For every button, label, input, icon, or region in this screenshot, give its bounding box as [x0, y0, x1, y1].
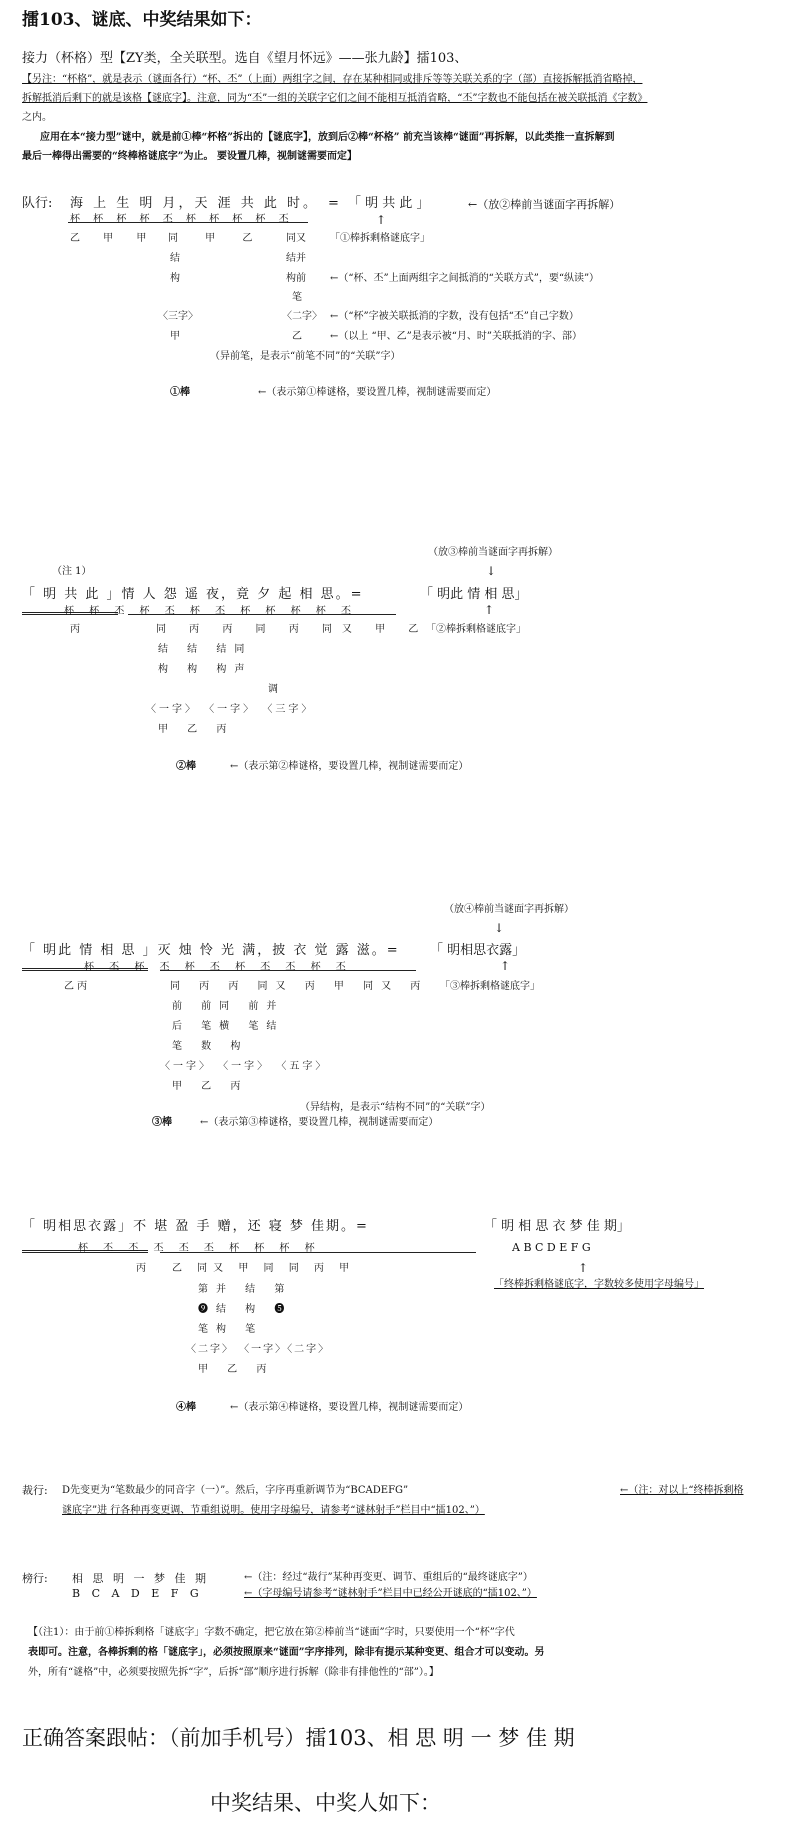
footnote-line-2: 表即可。注意，各棒拆剩的格「谜底字」，必须按照原来“谜面”字序排列，除非有提示某种变更、组合才可以变动。另: [28, 1647, 545, 1658]
answer-line: 正确答案跟帖：（前加手机号）擂103、相 思 明 一 梦 佳 期: [22, 1726, 575, 1750]
section3-result: 「 明相思衣露」: [430, 943, 526, 958]
section4-row1a: 丙: [136, 1263, 146, 1274]
section1-n4: （异前笔，是表示“前笔不同”的“关联”字）: [210, 351, 401, 362]
section1-n3: ←（以上 “甲、乙”是表示被“月、时”关联抵消的字、部）: [330, 331, 583, 342]
cai-note: ←（注：对以上“终棒拆剩格: [620, 1485, 744, 1496]
section4-result: 「 明 相 思 衣 梦 佳 期」: [484, 1219, 630, 1234]
section2-bang-note: ←（表示第②棒谜格，要设置几棒，视制谜需要而定）: [230, 761, 469, 772]
section1-n1: ←（“杯、丕”上面两组字之间抵消的“关联方式”，要“纵读”）: [330, 273, 600, 284]
section1-note: ←（放②棒前当谜面字再拆解）: [468, 198, 621, 211]
section4-letters: A B C D E F G: [512, 1241, 591, 1254]
section2-top-note: （放③棒前当谜面字再拆解）: [428, 547, 558, 558]
section4-g: 〈二字〉 〈一字〉〈二字〉: [186, 1344, 331, 1355]
section1-g2: 〈二字〉: [282, 311, 322, 322]
bang-chars: 相 思 明 一 梦 佳 期: [72, 1572, 209, 1585]
bang-note-1: ←（注：经过“裁行”某种再变更、调节、重组后的“最终谜底字”）: [244, 1572, 533, 1583]
section3-puzzle: 「 明此 情 相 思 」灭 烛 怜 光 满，披 衣 觉 露 滋。=: [22, 943, 400, 958]
strike-line: [128, 614, 396, 615]
note-line-2: 拆解抵消后剩下的就是该格【谜底字】。注意，同为“丕”一组的关联字它们之间不能相互抵消省略，“丕”字数也不能包括在被关联抵消《字数》: [22, 93, 648, 104]
section3-row1a: 乙 丙: [64, 981, 88, 992]
section4-c3: 笔构 笔: [198, 1324, 264, 1335]
section4-c1: 第并 结 第: [198, 1284, 293, 1295]
section1-row1c: 同又: [286, 233, 306, 244]
winners-heading: 中奖结果、中奖人如下：: [210, 1791, 441, 1815]
section4-answer-box: 「终棒拆剩格谜底字，字数较多使用字母编号」: [494, 1279, 704, 1290]
note-line-3: 之内。: [22, 112, 52, 123]
section1-markers: 杯 杯 杯 杯 丕 杯 杯 杯 杯 丕: [70, 214, 294, 225]
section2-puzzle: 「 明 共 此 」情 人 怨 遥 夜，竟 夕 起 相 思。=: [22, 587, 364, 602]
section2-bang: ②棒: [176, 761, 196, 772]
section4-puzzle: 「 明相思衣露」不 堪 盈 手 赠，还 寝 梦 佳期。=: [22, 1219, 369, 1234]
section4-y: 甲 乙 丙: [198, 1364, 275, 1375]
section1-bang: ①棒: [170, 387, 190, 398]
cai-label: 裁行:: [22, 1484, 48, 1497]
section1-y1: 甲: [170, 331, 180, 342]
section1-answer-box: 「①棒拆剩格谜底字」: [330, 233, 430, 244]
section3-c1: 前 前同 前并: [172, 1001, 285, 1012]
section2-result: 「 明此 情 相 思」: [420, 587, 528, 602]
strike-line: [68, 222, 308, 223]
section1-puzzle: 海 上 生 明 月，天 涯 共 此 时。: [70, 196, 320, 211]
section3-note: （异结构，是表示“结构不同”的“关联”字）: [300, 1102, 491, 1113]
section1-c3: 结并: [286, 253, 306, 264]
page-title: 擂103、谜底、中奖结果如下：: [22, 10, 262, 30]
up-arrow: ↑: [484, 603, 495, 617]
section4-c2: ❾结 构 ❺: [198, 1304, 293, 1315]
section3-bang: ③棒: [152, 1117, 172, 1128]
section2-c1: 结 结 结同: [158, 644, 253, 655]
up-arrow: ↑: [376, 213, 387, 227]
down-arrow: ↓: [494, 921, 505, 935]
down-arrow: ↓: [486, 564, 497, 578]
section1-result: 「 明 共 此 」: [348, 196, 430, 211]
cai-text-1: D先变更为“笔数最少的同音字（一）”。然后，字序再重新调节为“BCADEFG”: [62, 1485, 409, 1496]
section2-note-ref: （注 1）: [52, 566, 92, 577]
app-line-2: 最后一棒得出需要的“终棒格谜底字”为止。 要设置几棒，视制谜需要而定】: [22, 151, 357, 162]
up-arrow: ↑: [500, 959, 511, 973]
section1-c5: 笔: [292, 292, 302, 303]
section1-n2: ←（“杯”字被关联抵消的字数，没有包括“丕”自己字数）: [330, 311, 579, 322]
section1-row1b: 同 甲 乙: [168, 233, 265, 244]
section2-y: 甲 乙 丙: [158, 724, 235, 735]
note-line-1: 【另注：“杯格”，就是表示（谜面各行）“杯、丕”（上面）两组字之间，存在某种相同或排斥等等关联关系的字（部）直接拆解抵消省略掉，: [22, 74, 643, 85]
strike-line: [160, 970, 416, 971]
section4-bang-note: ←（表示第④棒谜格，要设置几棒，视制谜需要而定）: [230, 1402, 469, 1413]
section3-top-note: （放④棒前当谜面字再拆解）: [444, 904, 574, 915]
footnote-line-1: 【（注1）：由于前①棒拆剩格「谜底字」字数不确定，把它放在第②棒前当“谜面”字时，只要使用一个“杯”字代: [28, 1627, 515, 1638]
bang-letters: B C A D E F G: [72, 1587, 203, 1600]
section2-markers: 杯 杯 丕 杯 丕 杯 丕 杯 杯 杯 杯 丕: [64, 606, 357, 617]
section1-g1: 〈三字〉: [158, 311, 198, 322]
section4-row1b: 乙 同又 甲 同 同 丙 甲: [172, 1263, 356, 1274]
section2-answer-box: 「②棒拆剩格谜底字」: [426, 624, 526, 635]
section1-row1a: 乙 甲 甲: [70, 233, 157, 244]
section3-g: 〈一字〉 〈一字〉 〈五字〉: [160, 1061, 329, 1072]
section2-c2: 构 构 构声: [158, 664, 253, 675]
section2-g: 〈一字〉 〈一字〉 〈三字〉: [146, 704, 315, 715]
cai-text-2: 谜底字”进 行各种再变更调、节重组说明。使用字母编号，请参考“谜林射手”栏目中“擂102、”）: [62, 1505, 485, 1516]
section4-bang: ④棒: [176, 1402, 196, 1413]
footnote-line-3: 外，所有“谜格”中，必须要按照先拆“字”，后拆“部”顺序进行拆解（除非有排他性的“部”）。】: [28, 1667, 439, 1678]
section4-markers: 杯 丕 丕 丕 丕 丕 杯 杯 杯 杯: [78, 1243, 321, 1254]
section1-c2: 构: [170, 273, 180, 284]
section1-c1: 结: [170, 253, 180, 264]
bang-note-2: ←（字母编号请参考“谜林射手”栏目中已经公开谜底的“擂102、”）: [244, 1588, 537, 1599]
app-line-1: 应用在本“接力型”谜中，就是前①棒“杯格”拆出的【谜底字】，放到后②棒“杯格” 前充当该棒“谜面”再拆解，以此类推一直拆解到: [40, 132, 615, 143]
up-arrow: ↑: [578, 1261, 589, 1275]
section3-y: 甲 乙 丙: [172, 1081, 249, 1092]
section3-c2: 后 笔横 笔结: [172, 1021, 285, 1032]
section2-c3: 调: [268, 684, 278, 695]
section1-c4: 构前: [286, 273, 306, 284]
intro-line: 接力（杯格）型【ZY类，全关联型。选自《望月怀远》——张九龄】擂103、: [22, 51, 468, 66]
section3-c3: 笔 数 构: [172, 1041, 249, 1052]
section3-bang-note: ←（表示第③棒谜格，要设置几棒，视制谜需要而定）: [200, 1117, 439, 1128]
section3-answer-box: 「③棒拆剩格谜底字」: [440, 981, 540, 992]
section2-row1b: 同 丙 丙 同 丙 同又 甲 乙: [156, 624, 429, 635]
section3-row1b: 同 丙 丙 同又 丙 甲 同又 丙: [170, 981, 429, 992]
bang-label: 榜行:: [22, 1572, 48, 1585]
section2-row1a: 丙: [70, 624, 80, 635]
section1-bang-note: ←（表示第①棒谜格，要设置几棒，视制谜需要而定）: [258, 387, 497, 398]
section1-y2: 乙: [292, 331, 302, 342]
section3-markers: 杯 丕 杯 丕 杯 丕 杯 丕 丕 杯 丕: [84, 962, 352, 973]
equals-sign: =: [328, 196, 339, 211]
strike-line: [160, 1252, 476, 1253]
section1-label: 队行:: [22, 196, 53, 211]
